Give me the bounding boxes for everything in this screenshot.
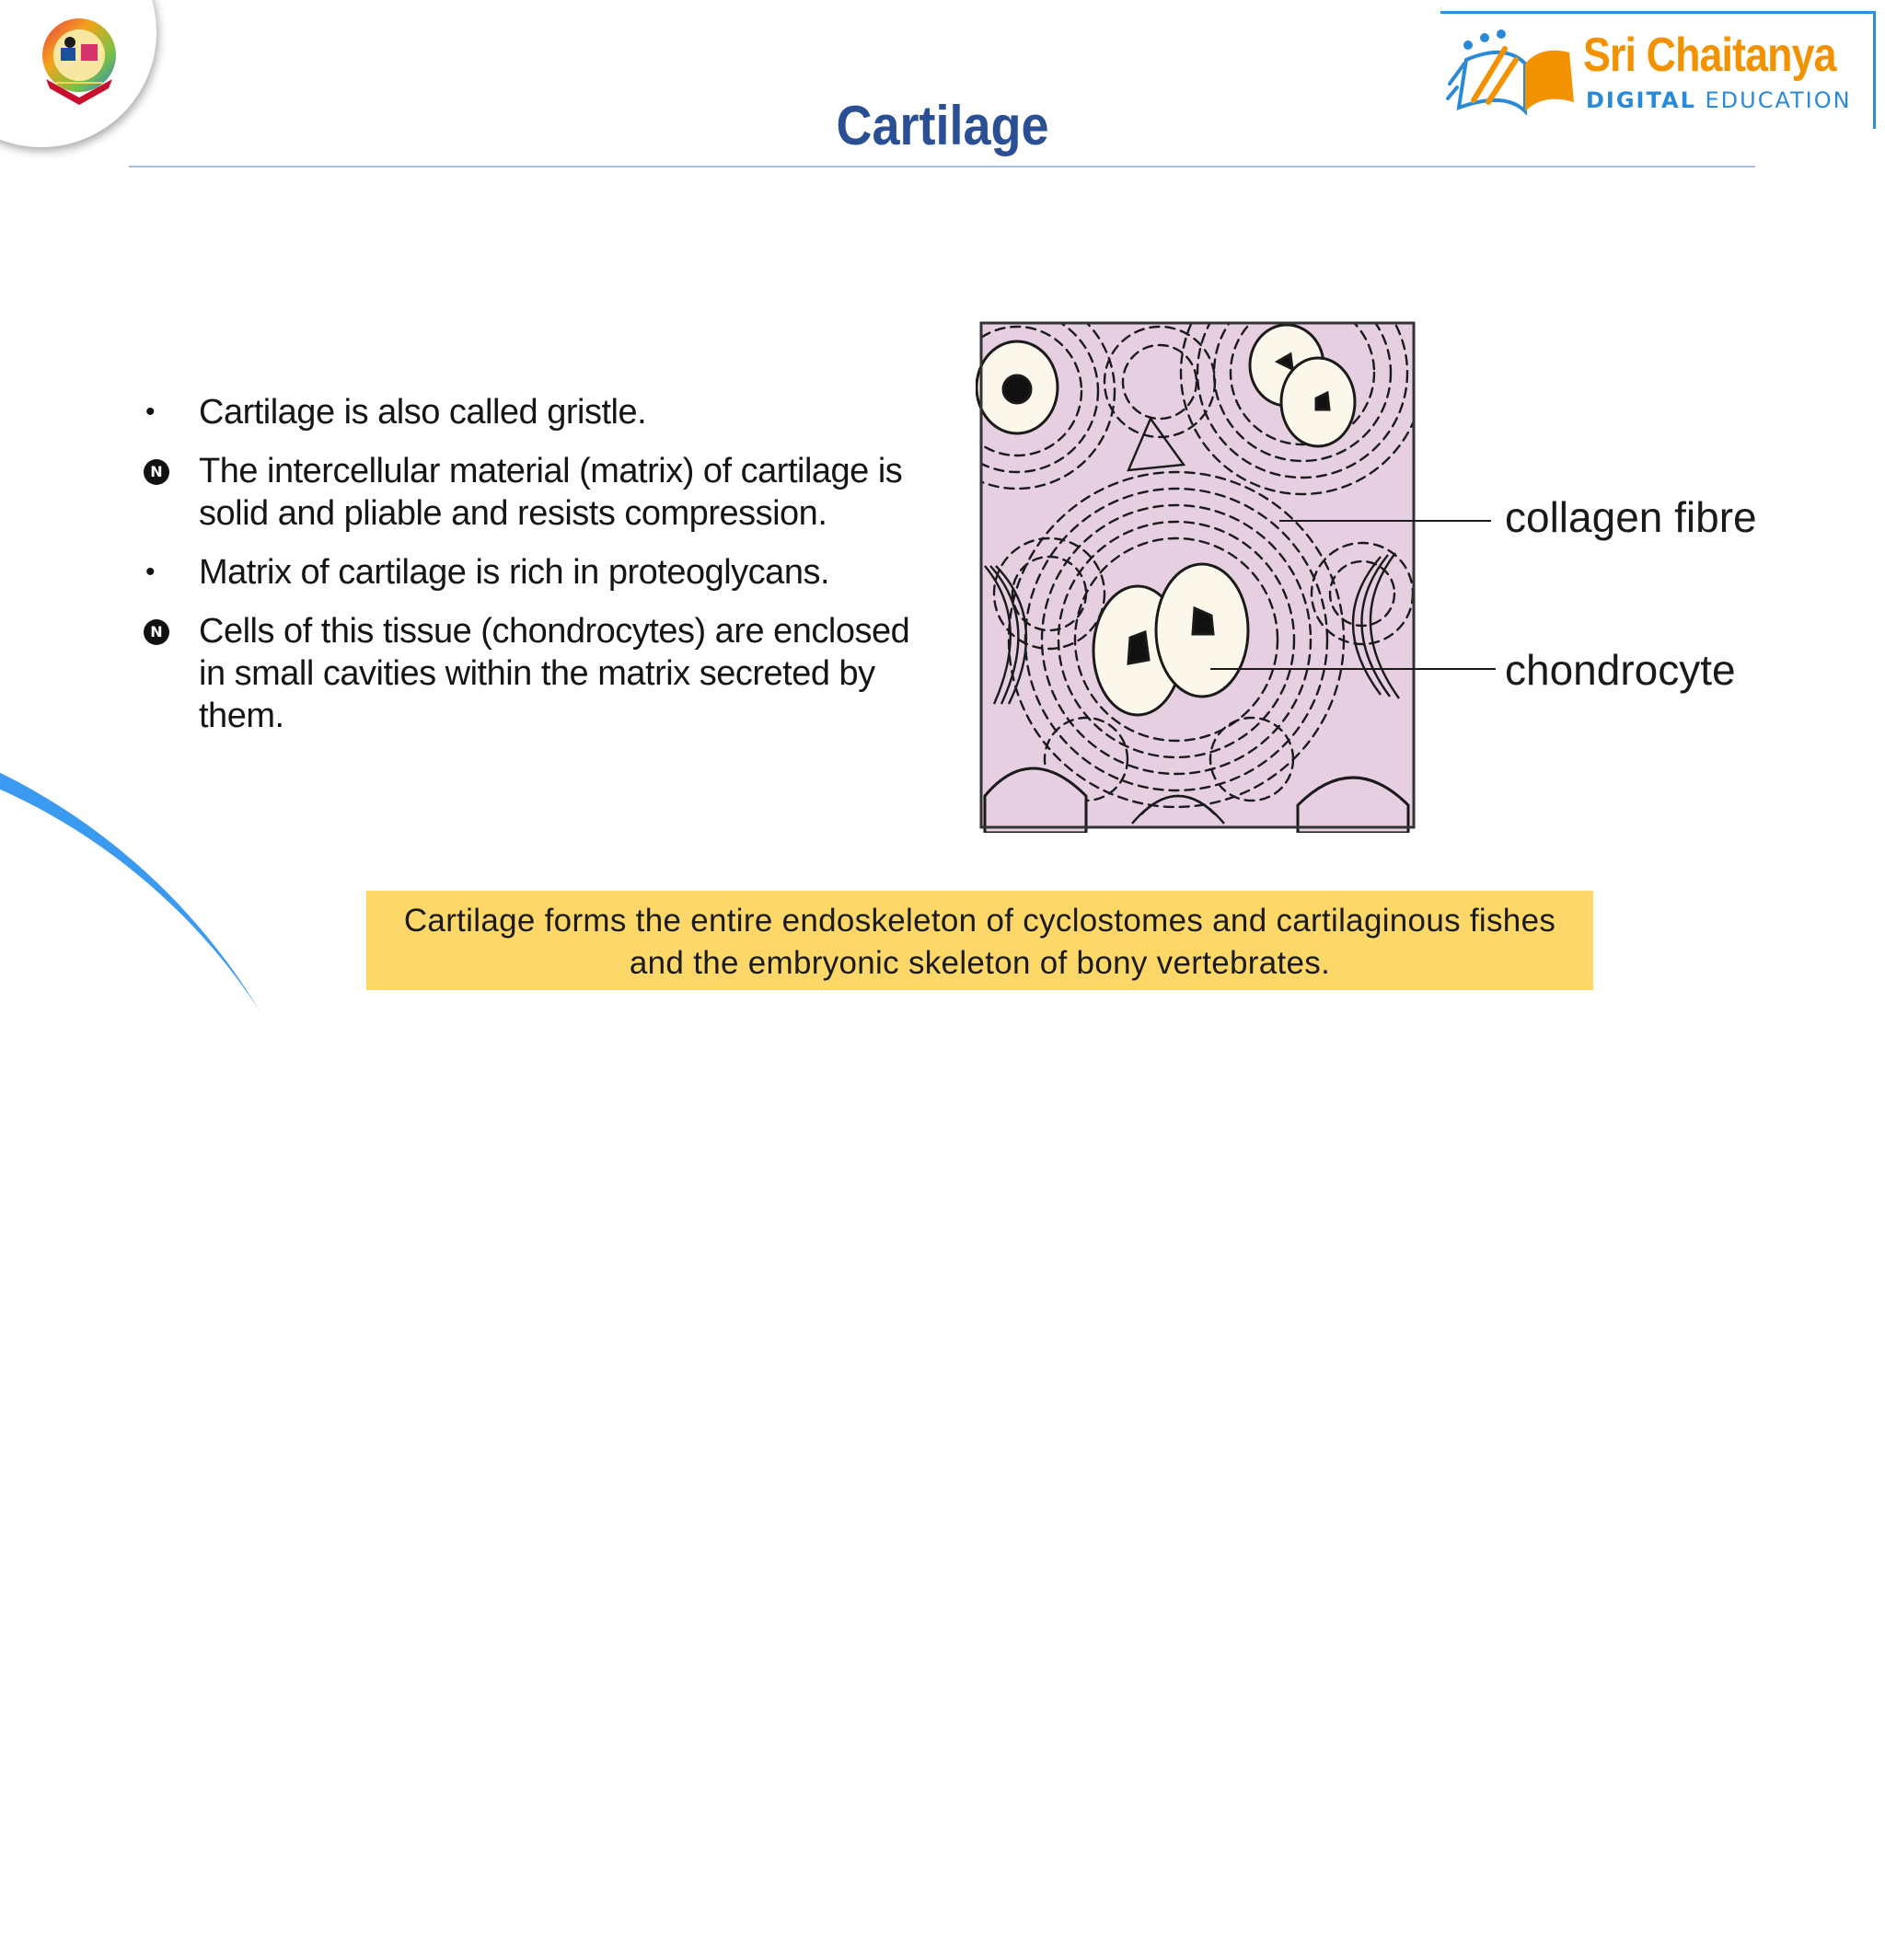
brand-name: Sri Chaitanya	[1583, 29, 1836, 82]
bullet-text: Cartilage is also called gristle.	[199, 393, 647, 432]
brand-tagline-bold: DIGITAL	[1586, 87, 1696, 113]
cartilage-diagram	[976, 317, 1804, 833]
school-emblem-icon	[37, 15, 121, 107]
note-box	[366, 891, 1593, 990]
bullet-item	[138, 391, 920, 433]
note-line-1: Cartilage forms the entire endoskeleton of cyclostomes and cartilaginous fishes	[403, 903, 1556, 939]
bullet-text: Matrix of cartilage is rich in proteoglycans.	[199, 553, 830, 592]
note-line-2: and the embryonic skeleton of bony vertebrates.	[629, 945, 1331, 981]
brand-tagline-rest: EDUCATION	[1705, 87, 1852, 113]
chondrocyte-label: chondrocyte	[1505, 646, 1736, 694]
bullet-dot-icon: •	[145, 397, 156, 427]
bullet-text: Cells of this tissue (chondrocytes) are enclosed in small cavities within the matrix secreted by them.	[199, 612, 910, 735]
new-n-badge-icon: N	[144, 459, 169, 485]
bullet-item	[138, 450, 920, 535]
slide-title: Cartilage	[836, 95, 1049, 156]
bullet-text: The intercellular material (matrix) of cartilage is solid and pliable and resists compression.	[199, 452, 903, 533]
bullet-item	[138, 610, 920, 737]
collagen-fibre-label: collagen fibre	[1505, 493, 1757, 541]
bullet-item	[138, 551, 920, 594]
bullet-dot-icon: •	[145, 557, 156, 587]
corner-decoration-mask	[0, 736, 359, 1951]
title-divider	[129, 166, 1755, 167]
new-n-badge-icon: N	[144, 619, 169, 645]
bullet-list	[138, 391, 920, 754]
cartilage-illustration	[976, 317, 1804, 833]
